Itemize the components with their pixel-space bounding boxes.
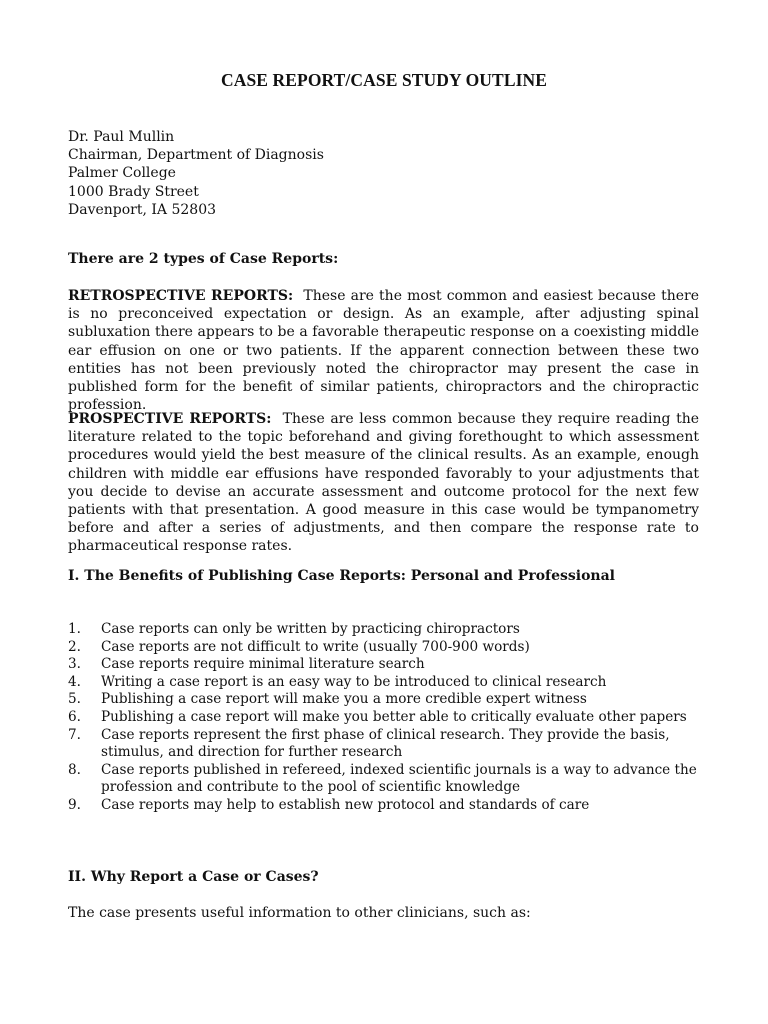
section-2-heading: II. Why Report a Case or Cases? xyxy=(68,869,319,885)
author-city: Davenport, IA 52803 xyxy=(68,201,217,218)
list-item-text: Case reports represent the first phase of clinical research. They provide the basis, stimulus, and direction for further research xyxy=(101,726,670,761)
author-address-block xyxy=(68,128,324,219)
list-item-number: 6. xyxy=(68,708,81,725)
types-heading: There are 2 types of Case Reports: xyxy=(68,251,339,267)
author-institution: Palmer College xyxy=(68,165,176,182)
list-item xyxy=(68,762,708,797)
list-item-number: 8. xyxy=(68,761,81,778)
section-2-intro: The case presents useful information to other clinicians, such as: xyxy=(68,905,531,921)
benefits-list xyxy=(68,621,708,815)
list-item-number: 4. xyxy=(68,673,81,690)
prospective-paragraph xyxy=(68,410,699,556)
prospective-body: These are less common because they require reading the literature related to the topic beforehand and giving forethought to which assessment procedures would yield the best measure of the clinical results. As an example, enough children with middle ear effusions have responded favorably to your adjustments that you decide to devise an accurate assessment and outcome protocol for the next few patients with that presentation. A good measure in this case would be tympanometry before and after a series of adjustments, and then compare the response rate to pharmaceutical response rates. xyxy=(68,411,699,555)
list-item xyxy=(68,797,708,815)
prospective-lead: PROSPECTIVE REPORTS: xyxy=(68,411,272,427)
list-item-number: 7. xyxy=(68,726,81,743)
list-item-text: Case reports can only be written by practicing chiropractors xyxy=(101,621,520,637)
retrospective-body: These are the most common and easiest because there is no preconceived expectation or design. As an example, after adjusting spinal subluxation there appears to be a favorable therapeutic response on a coexisting middle ear effusion on one or two patients. If the apparent connection between these two entities has not been previously noted the chiropractor may present the case in published form for the benefit of similar patients, chiropractors and the chiropractic profession. xyxy=(68,288,699,414)
section-1-heading: I. The Benefits of Publishing Case Reports: Personal and Professional xyxy=(68,568,615,584)
list-item-text: Publishing a case report will make you a more credible expert witness xyxy=(101,691,587,708)
list-item-text: Publishing a case report will make you better able to critically evaluate other papers xyxy=(101,708,687,725)
list-item xyxy=(68,727,708,762)
list-item xyxy=(68,709,708,727)
list-item-text: Case reports published in refereed, indexed scientific journals is a way to advance the profession and contribute to the pool of scientific knowledge xyxy=(101,761,697,796)
list-item xyxy=(68,621,708,639)
document-title: CASE REPORT/CASE STUDY OUTLINE xyxy=(220,70,548,90)
list-item-number: 9. xyxy=(68,796,81,813)
list-item-number: 3. xyxy=(68,656,81,673)
list-item-text: Case reports require minimal literature search xyxy=(101,656,425,673)
list-item xyxy=(68,656,708,674)
list-item-text: Case reports are not difficult to write (usually 700-900 words) xyxy=(101,638,530,655)
list-item xyxy=(68,674,708,692)
author-name: Dr. Paul Mullin xyxy=(68,129,175,145)
list-item-number: 1. xyxy=(68,621,81,637)
author-position: Chairman, Department of Diagnosis xyxy=(68,147,324,164)
retrospective-paragraph xyxy=(68,287,699,414)
list-item-text: Writing a case report is an easy way to be introduced to clinical research xyxy=(101,673,607,690)
list-item xyxy=(68,639,708,657)
list-item-number: 5. xyxy=(68,691,81,708)
list-item-text: Case reports may help to establish new protocol and standards of care xyxy=(101,796,590,813)
author-street: 1000 Brady Street xyxy=(68,183,199,200)
retrospective-lead: RETROSPECTIVE REPORTS: xyxy=(68,288,294,304)
list-item xyxy=(68,691,708,709)
list-item-number: 2. xyxy=(68,638,81,655)
